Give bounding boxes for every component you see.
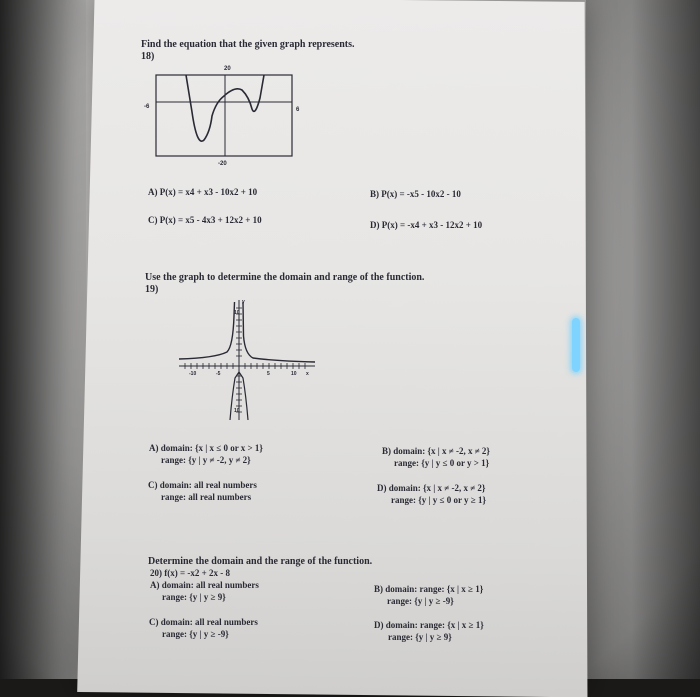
q20-option-a-range: range: {y | y ≥ 9} [162,592,226,602]
q20-option-b-domain[interactable]: B) domain: range: {x | x ≥ 1} [374,584,484,594]
q19-number: 19) [145,284,159,295]
q18-option-b[interactable]: B) P(x) = -x5 - 10x2 - 10 [370,189,461,199]
q20-option-c-domain[interactable]: C) domain: all real numbers [149,617,258,627]
q19-option-b-domain[interactable]: B) domain: {x | x ≠ -2, x ≠ 2} [382,446,490,456]
q20-instruction: Determine the domain and the range of the function. [148,556,373,567]
screen-glare [572,318,580,372]
q18-graph [140,62,310,172]
q19-instruction: Use the graph to determine the domain and range of the function. [145,272,425,283]
q19-y-bottom-label: 10 [234,408,240,414]
q18-instruction: Find the equation that the given graph represents. [141,39,355,50]
q19-curve-left [179,302,235,359]
q18-option-c[interactable]: C) P(x) = x5 - 4x3 + 12x2 + 10 [148,215,262,225]
q20-option-c-range: range: {y | y ≥ -9} [162,629,229,639]
q18-graph-frame [156,75,292,156]
q18-y-top-label: 20 [224,66,231,72]
q18-option-a[interactable]: A) P(x) = x4 + x3 - 10x2 + 10 [148,187,258,197]
q18-option-d[interactable]: D) P(x) = -x4 + x3 - 12x2 + 10 [370,220,483,230]
q19-x-label-neg10: -10 [189,371,197,377]
q19-x-label-5: 5 [267,371,270,377]
q19-option-a-domain[interactable]: A) domain: {x | x ≤ 0 or x > 1} [149,443,263,453]
q19-x-axis-label: x [306,371,309,377]
q19-ticks [185,308,305,412]
q20-option-d-range: range: {y | y ≥ 9} [388,632,452,642]
q20-prompt: 20) f(x) = -x2 + 2x - 8 [150,568,230,578]
q19-x-label-neg5: -5 [216,371,221,377]
q19-y-axis-label: y [242,299,245,305]
q19-option-d-domain[interactable]: D) domain: {x | x ≠ -2, x ≠ 2} [377,483,486,493]
q20-option-d-domain[interactable]: D) domain: range: {x | x ≥ 1} [374,620,484,630]
q18-y-bottom-label: -20 [218,161,227,167]
q19-option-b-range: range: {y | y ≤ 0 or y > 1} [394,458,490,468]
q19-graph [175,296,323,424]
q18-number: 18) [141,51,155,62]
q19-option-c-domain[interactable]: C) domain: all real numbers [148,480,257,490]
q18-x-right-label: 6 [296,107,300,113]
q19-curve-right [243,302,315,362]
q19-option-d-range: range: {y | y ≤ 0 or y ≥ 1} [391,495,487,505]
q19-y-top-label: 10 [234,310,240,316]
right-shadow [586,0,700,679]
q19-x-label-10: 10 [291,371,297,377]
q19-option-c-range: range: all real numbers [161,492,252,502]
q20-option-b-range: range: {y | y ≥ -9} [387,596,454,606]
q19-option-a-range: range: {y | y ≠ -2, y ≠ 2} [161,455,251,465]
q20-option-a-domain[interactable]: A) domain: all real numbers [150,580,259,590]
q18-x-left-label: -6 [144,104,150,110]
left-shadow [0,0,86,679]
